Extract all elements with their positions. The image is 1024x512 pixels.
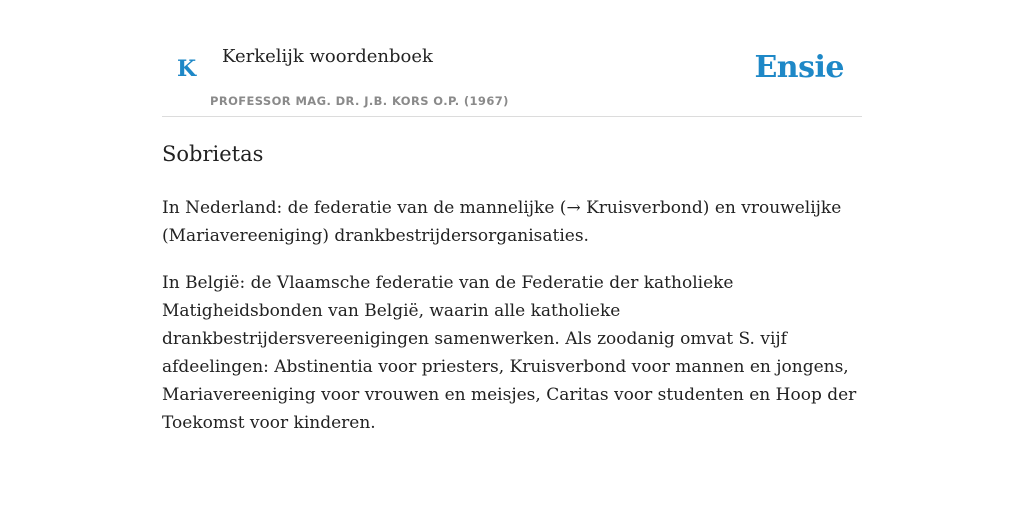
arrow-right-icon: → [566,198,581,218]
book-author: PROFESSOR MAG. DR. J.B. KORS O.P. (1967) [210,94,509,108]
ensie-logo[interactable]: Ensie [754,50,844,85]
book-letter-icon[interactable]: K [177,56,197,82]
entry-content [162,138,862,456]
entry-paragraph-belgie: In België: de Vlaamsche federatie van de Federatie der katholieke Matigheidsbonden van België, waarin alle katholieke drankbestrijdersvereenigingen samenwerken. Als zoodanig omvat S. vijf afdeelingen: Abstinentia voor priesters, Kruisverbond voor mannen en jongens, Mariavereeniging voor vrouwen en meisjes, Caritas voor studenten en Hoop der Toekomst voor kinderen. [162,273,857,433]
paragraph-text: ) en vrouwelijke (Mariavereeniging) drankbestrijdersorganisaties. [162,198,842,246]
header [162,0,862,117]
book-title-link[interactable]: Kerkelijk woordenboek [222,46,433,67]
kruisverbond-link[interactable] [566,198,702,218]
entry-paragraph-nederland [162,194,862,250]
paragraph-text: In Nederland: de federatie van de mannelijke ( [162,198,567,218]
kruisverbond-link-label: Kruisverbond [580,198,703,218]
entry-title: Sobrietas [162,142,264,166]
